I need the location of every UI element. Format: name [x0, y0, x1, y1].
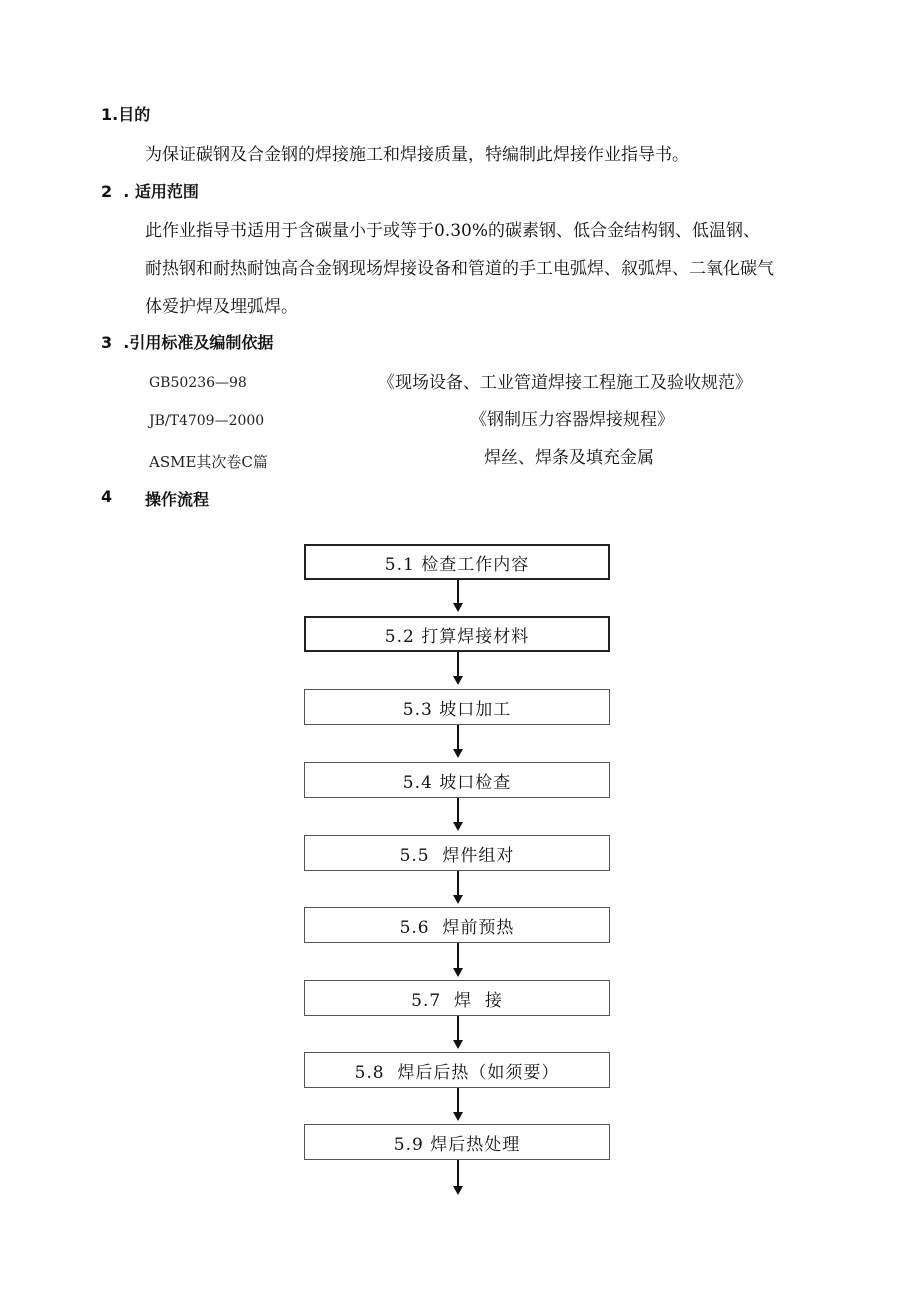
arrow-down-icon: [453, 1040, 463, 1049]
flow-connector: [457, 652, 459, 677]
flow-connector: [457, 871, 459, 896]
reference-title: 《现场设备、工业管道焊接工程施工及验收规范》: [378, 373, 752, 393]
flow-connector: [457, 1160, 459, 1187]
flow-step-fit-up: 5.5 焊件组对: [304, 835, 610, 871]
arrow-down-icon: [453, 1112, 463, 1121]
flow-step-groove-processing: 5.3 坡口加工: [304, 689, 610, 725]
arrow-down-icon: [453, 676, 463, 685]
flow-step-groove-inspection: 5.4 坡口检查: [304, 762, 610, 798]
flow-connector: [457, 1088, 459, 1113]
section-2-heading: 2 . 适用范围: [101, 182, 199, 201]
reference-code: JB/T4709—2000: [149, 413, 265, 429]
flow-connector: [457, 580, 459, 605]
flow-connector: [457, 725, 459, 750]
section-1-text: 为保证碳钢及合金钢的焊接施工和焊接质量，特编制此焊接作业指导书。: [145, 145, 689, 165]
flow-connector: [457, 798, 459, 823]
flow-connector: [457, 1016, 459, 1041]
section-1-heading: 1.目的: [101, 105, 151, 124]
flow-connector: [457, 943, 459, 969]
arrow-down-icon: [453, 968, 463, 977]
section-4-heading: 操作流程: [145, 490, 210, 509]
flow-step-post-heating: 5.8 焊后后热（如须要）: [304, 1052, 610, 1088]
flow-step-inspect-work: 5.1 检查工作内容: [304, 544, 610, 580]
arrow-down-icon: [453, 603, 463, 612]
section-4-number: 4: [101, 487, 113, 506]
flow-step-prepare-materials: 5.2 打算焊接材料: [304, 616, 610, 652]
section-3-heading: 3 .引用标准及编制依据: [101, 333, 274, 352]
flow-step-welding: 5.7 焊 接: [304, 980, 610, 1016]
section-2-text-line-3: 体爱护焊及埋弧焊。: [145, 297, 298, 317]
reference-title: 焊丝、焊条及填充金属: [484, 448, 654, 468]
reference-code: ASME其次卷C篇: [149, 453, 268, 471]
arrow-down-icon: [453, 895, 463, 904]
section-2-text-line-1: 此作业指导书适用于含碳量小于或等于0.30%的碳素钢、低合金结构钢、低温钢、: [145, 221, 761, 241]
section-2-text-line-2: 耐热钢和耐热耐蚀高合金钢现场焊接设备和管道的手工电弧焊、叙弧焊、二氧化碳气: [145, 259, 774, 279]
arrow-down-icon: [453, 1186, 463, 1195]
arrow-down-icon: [453, 749, 463, 758]
reference-title: 《钢制压力容器焊接规程》: [470, 410, 674, 430]
flow-step-pwht: 5.9 焊后热处理: [304, 1124, 610, 1160]
arrow-down-icon: [453, 822, 463, 831]
reference-code: GB50236—98: [149, 375, 247, 391]
flow-step-preheat: 5.6 焊前预热: [304, 907, 610, 943]
